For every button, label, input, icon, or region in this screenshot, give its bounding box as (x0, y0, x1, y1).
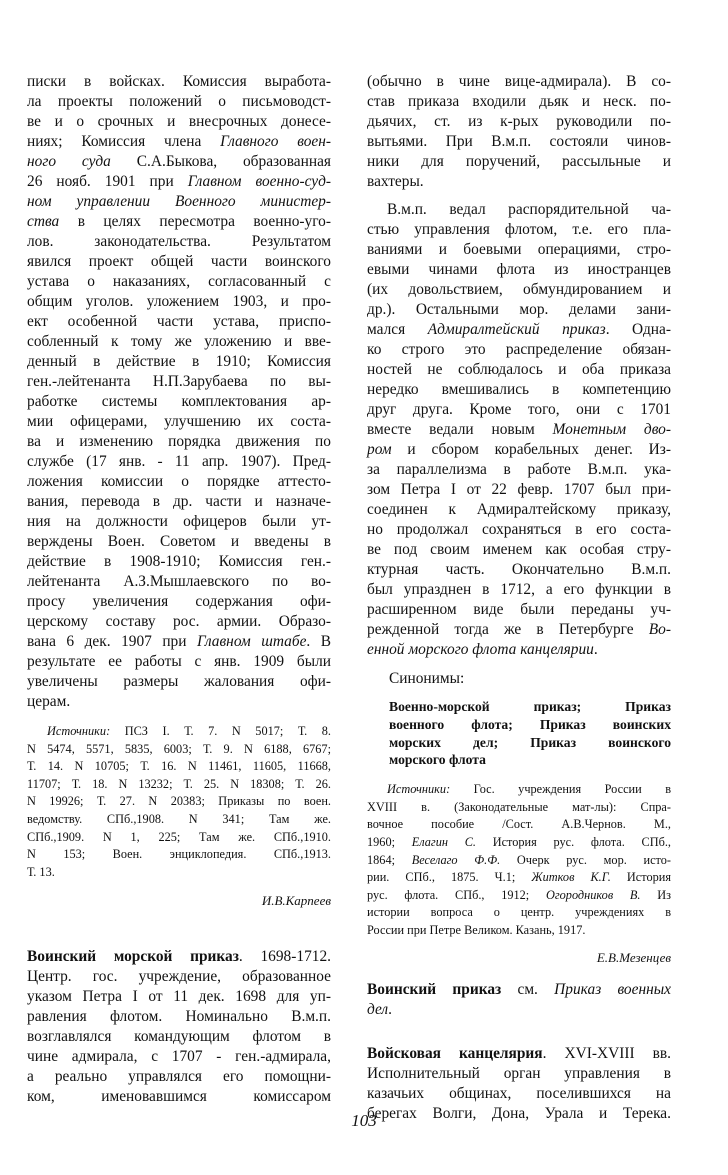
text-line: ства в целях пересмотра военно-уго- (27, 213, 331, 230)
text-line: Воинский приказ см. Приказ военных (367, 980, 671, 998)
text-line: церам. (27, 693, 71, 710)
text-line: Исполнительный орган управления в (367, 1064, 671, 1082)
text-line: морского флота (389, 752, 486, 768)
text-line: ваниями и боевыми операциями, стро- (367, 241, 671, 258)
text-line: писки в войсках. Комиссия выработа- (27, 73, 331, 90)
text-line: ва и изменению порядка движения по (27, 433, 331, 450)
text-line: был упразднен в 1712, а его функции в (367, 581, 671, 598)
text-line: ведомству. СПб.,1908. N 341; Там же. (27, 811, 331, 826)
text-line: ном управлении Военного министер- (27, 193, 331, 210)
article-continuation-right (367, 72, 671, 192)
text-line: (обычно в чине вице-адмирала). В со- (367, 73, 671, 90)
right-column (367, 72, 671, 1124)
text-line: работке системы комплектования ар- (27, 393, 331, 410)
text-line: казачьих общинах, поселившихся на (367, 1084, 671, 1102)
page-number: 103 (351, 1111, 377, 1130)
text-line: просу увеличения содержания офи- (27, 593, 331, 610)
text-line: енной морского флота канцелярии. (367, 641, 598, 658)
text-line: В.м.п. ведал распорядительной ча- (387, 201, 671, 218)
text-line: ностей не соблюдалось и оба приказа (367, 361, 671, 378)
text-line: Источники: ПСЗ I. Т. 7. N 5017; Т. 8. (47, 724, 331, 738)
text-line: расширенном виде были переданы уч- (367, 601, 671, 618)
text-line: а реально управлялся его помощни- (27, 1068, 331, 1086)
text-line: вочное пособие /Сост. А.В.Чернов. М., (367, 817, 671, 832)
text-line: СПб.,1909. N 1, 225; Там же. СПб.,1910. (27, 829, 331, 844)
text-line: ного суда С.А.Быкова, образованная (27, 153, 331, 170)
text-line: стью управления флотом, т.е. его пла- (367, 221, 671, 238)
text-line: службе (17 янв. - 11 апр. 1907). Пред- (27, 453, 331, 470)
text-line: устава о наказаниях, согласованный с (27, 273, 331, 290)
text-line: Центр. гос. учреждение, образованное (27, 968, 331, 986)
text-line: XVIII в. (Законодательные мат-лы): Спра- (367, 799, 671, 814)
text-line: собленный к тому же уложению и вве- (27, 333, 331, 350)
text-line: N 5474, 5571, 5835, 6003; Т. 9. N 6188, 6767; (27, 741, 331, 756)
text-line: лейтенанта А.З.Мышлаевского по во- (27, 573, 331, 590)
text-line: Войсковая канцелярия. XVI-XVIII вв. (367, 1044, 671, 1062)
text-line: 26 нояб. 1901 при Главном военно-суд- (27, 173, 331, 190)
text-line: N 153; Воен. энциклопедия. СПб.,1913. (27, 847, 331, 862)
sources-block (367, 781, 671, 939)
text-line: Воинский морской приказ. 1698-1712. (27, 948, 331, 966)
text-line: 11707; Т. 18. N 13232; Т. 25. N 18308; Т. 26. (27, 776, 331, 791)
text-line: евыми чинами флота из иностранцев (367, 261, 671, 278)
text-line: России при Петре Великом. Казань, 1917. (367, 922, 586, 937)
text-line: вания, перевода в др. части и назначе- (27, 493, 331, 510)
text-line: лов. законодательства. Результатом (27, 233, 331, 250)
author-signature: Е.В.Мезенцев (596, 949, 671, 965)
left-column (27, 72, 331, 1107)
text-line: друг друга. Кроме того, они с 1701 (367, 401, 671, 418)
article-continuation (27, 72, 331, 712)
text-line: ники для поручений, рассыльные и (367, 153, 671, 170)
text-line: ве и о срочных и внесрочных донесе- (27, 113, 331, 130)
text-line: нередко вмешивались в компетенцию (367, 381, 671, 398)
text-line: денный в действие в 1910; Комиссия (27, 353, 331, 370)
text-line: ген.-лейтенанта Н.П.Зарубаева по вы- (27, 373, 331, 390)
text-line: ла проекты положений о письмоводст- (27, 93, 331, 110)
text-line: за параллелизма в работе В.м.п. ука- (367, 461, 671, 478)
text-line: ниях; Комиссия члена Главного воен- (27, 133, 331, 150)
text-line: рус. флота. СПб., 1912; Огородников В. Из (367, 887, 671, 902)
text-line: (их довольствием, обмундированием и (367, 281, 671, 298)
article-voinsky-prikaz (367, 980, 671, 1020)
text-line: военного флота; Приказ воинских (389, 716, 671, 732)
text-line: ния на должности офицеров были ут- (27, 513, 331, 530)
paragraph (367, 200, 671, 660)
sources-label: Источники: (47, 724, 111, 738)
text-line: N 19926; Т. 27. N 20383; Приказы по воен. (27, 794, 331, 809)
text-line: возглавлялся командующим флотом в (27, 1028, 331, 1046)
text-line: церскому составу рос. армии. Образо- (27, 613, 331, 630)
text-line: ве под своим именем как особая стру- (367, 541, 671, 558)
sources-label: Источники: (387, 782, 451, 797)
text-line: ложения комиссии о порядке аттесто- (27, 473, 331, 490)
text-line: соединен к Адмиралтейскому приказу, (367, 501, 671, 518)
text-line: чине адмирала, с 1707 - ген.-адмирала, (27, 1048, 331, 1066)
text-line: др.). Остальными мор. делами зани- (367, 301, 671, 318)
text-line: зом Петра I от 22 февр. 1707 был при- (367, 481, 671, 498)
text-line: ко строго это распределение обязан- (367, 341, 671, 358)
text-line: истории вопроса о центр. учреждениях в (367, 905, 671, 920)
text-line: общим уголов. уложением 1903, и про- (27, 293, 331, 310)
text-line: рии. СПб., 1875. Ч.1; Житков К.Г. История (367, 870, 671, 885)
text-line: вахтеры. (367, 173, 424, 190)
article-voinsky-morskoy-prikaz (27, 947, 331, 1107)
entry-headword: Войсковая канцелярия (367, 1044, 543, 1062)
entry-headword: Воинский морской приказ (27, 948, 239, 966)
text-line: мии офицерами, улучшению их соста- (27, 413, 331, 430)
text-line: действие в 1908-1910; Комиссия ген.- (27, 553, 331, 570)
text-line: ром и сбором корабельных денег. Из- (367, 441, 671, 458)
text-line: ект особенной части устава, приспо- (27, 313, 331, 330)
text-line: явился проект общей части воинского (27, 253, 331, 270)
text-line: мался Адмиралтейский приказ. Одна- (367, 321, 671, 338)
author-signature: И.В.Карпеев (261, 893, 331, 909)
text-line: Т. 14. N 10705; Т. 16. N 11461, 11605, 11668, (27, 759, 331, 774)
text-line: Военно-морской приказ; Приказ (389, 699, 671, 714)
text-line: Т. 13. (27, 864, 55, 879)
text-line: но продолжал сохраняться в его соста- (367, 521, 671, 538)
text-line: верждены Воен. Советом и введены в (27, 533, 331, 550)
entry-headword: Воинский приказ (367, 980, 502, 998)
text-line: вана 6 дек. 1907 при Главном штабе. В (27, 633, 331, 650)
text-line: дьячих, ст. из к-рых руководили по- (367, 113, 671, 130)
text-line: дел. (367, 1000, 392, 1018)
text-line: результате ее работы с янв. 1909 были (27, 653, 331, 670)
text-line: режденной тогда же в Петербурге Во- (367, 621, 671, 638)
text-line: указом Петра I от 11 дек. 1698 для уп- (27, 988, 331, 1006)
text-line: 1864; Веселаго Ф.Ф. Очерк рус. мор. исто- (367, 852, 671, 867)
text-line: берегах Волги, Дона, Урала и Терека. (367, 1104, 671, 1122)
text-line: морских дел; Приказ воинского (389, 734, 671, 750)
text-line: став приказа входили дьяк и неск. по- (367, 93, 671, 110)
text-line: увеличены размеры жалования офи- (27, 673, 331, 690)
text-line: ктурная часть. Окончательно В.м.п. (367, 561, 671, 578)
sources-block (27, 723, 331, 881)
text-line: равления флотом. Номинально В.м.п. (27, 1008, 331, 1026)
text-line: вместе ведали новым Монетным дво- (367, 421, 671, 438)
text-line: ком, именовавшимся комиссаром (27, 1088, 331, 1106)
text-line: 1960; Елагин С. История рус. флота. СПб., (367, 834, 671, 849)
synonyms-list (367, 698, 671, 769)
text-line: вытьями. При В.м.п. состояли чинов- (367, 133, 671, 150)
synonyms-title: Синонимы: (389, 670, 465, 687)
text-line: Источники: Гос. учреждения России в (387, 782, 671, 797)
